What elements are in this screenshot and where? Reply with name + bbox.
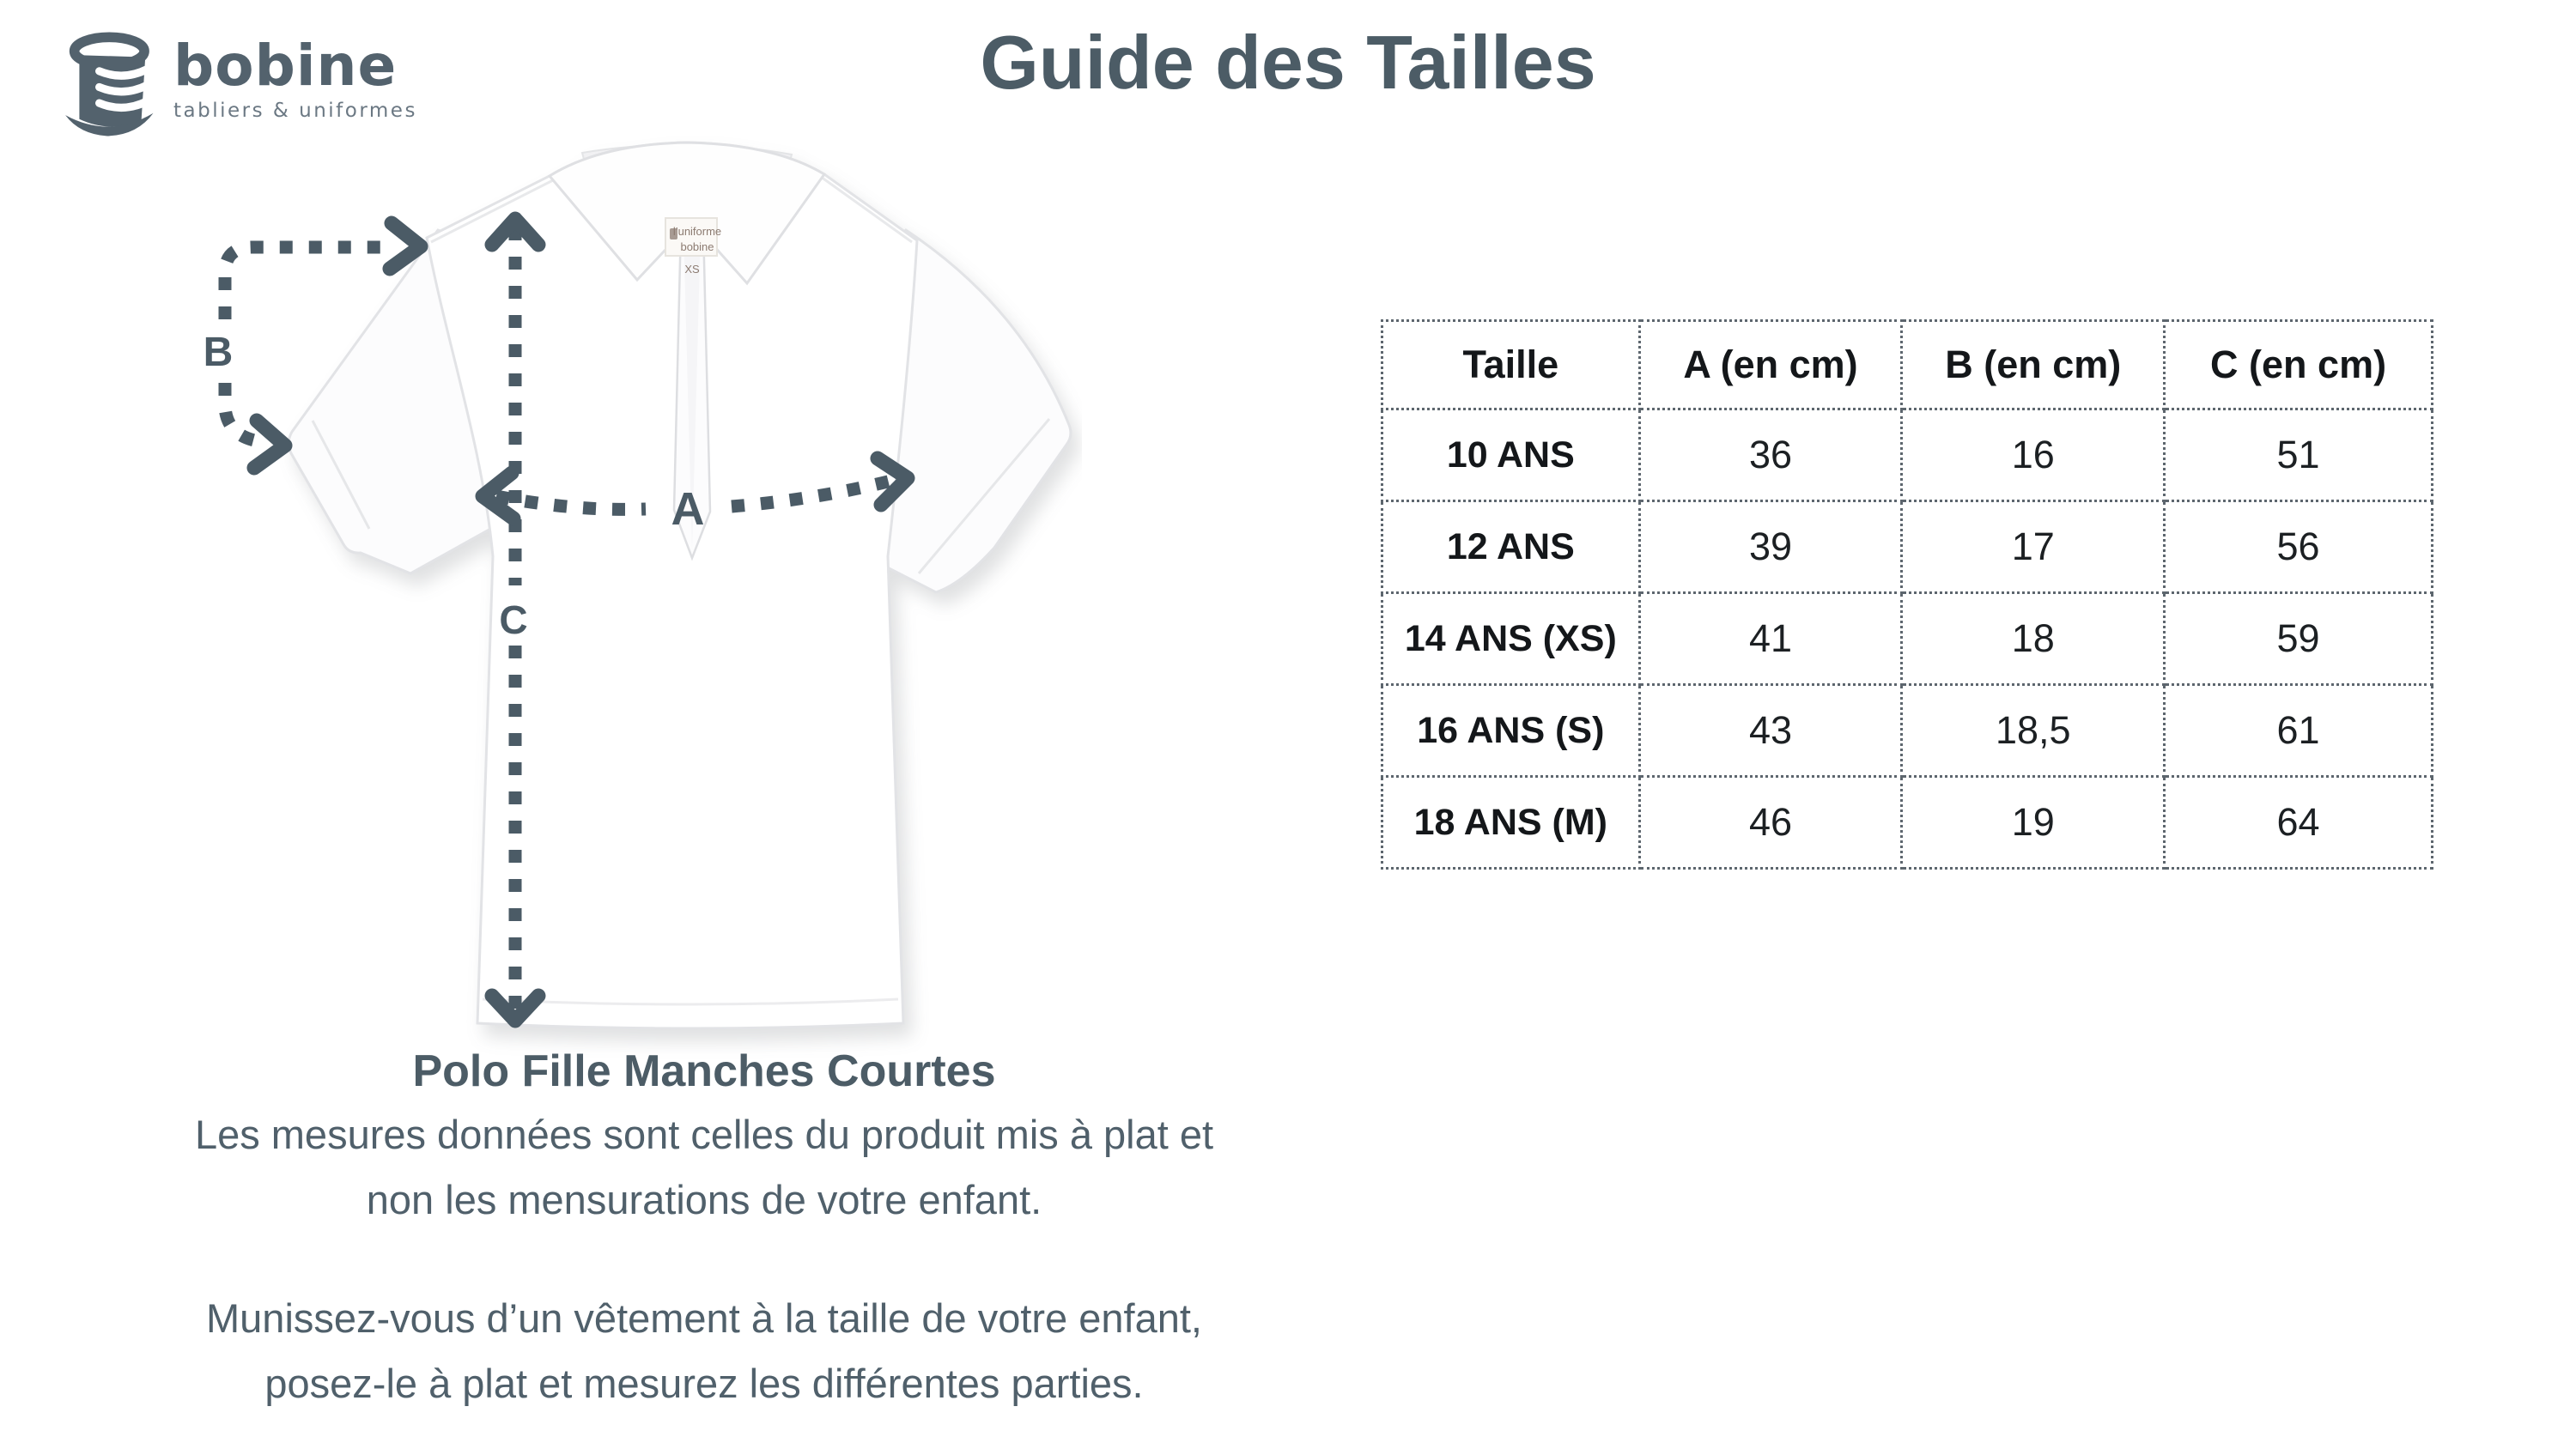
row-4-b: 19: [1902, 777, 2165, 869]
note-1-line-2: non les mensurations de votre enfant.: [366, 1177, 1042, 1222]
row-4-c: 64: [2165, 777, 2433, 869]
header-a: A (en cm): [1639, 321, 1902, 409]
measurement-label-a: A: [671, 483, 705, 535]
size-table: [1381, 319, 2433, 870]
measurement-label-b: B: [203, 330, 234, 375]
polo-measurement-diagram: [120, 129, 1082, 1073]
brand-name: bobine: [173, 33, 398, 99]
note-2-line-1: Munissez-vous d’un vêtement à la taille de votre enfant,: [206, 1295, 1202, 1341]
header-c: C (en cm): [2165, 321, 2433, 409]
row-3-b: 18,5: [1902, 685, 2165, 777]
row-3-taille: 16 ANS (S): [1382, 685, 1640, 777]
row-3-a: 43: [1639, 685, 1902, 777]
polo-shirt-illustration: [289, 142, 1071, 1028]
product-name: Polo Fille Manches Courtes: [412, 1046, 996, 1096]
row-0-b: 16: [1902, 409, 2165, 501]
row-0-taille: 10 ANS: [1382, 409, 1640, 501]
shirt-size-tag: XS: [684, 263, 700, 276]
table-row: [1382, 501, 2433, 593]
row-1-a: 39: [1639, 501, 1902, 593]
table-row: [1382, 777, 2433, 869]
row-3-c: 61: [2165, 685, 2433, 777]
row-0-c: 51: [2165, 409, 2433, 501]
row-1-c: 56: [2165, 501, 2433, 593]
table-row: [1382, 685, 2433, 777]
page-title: Guide des Tailles: [980, 20, 1596, 105]
row-2-taille: 14 ANS (XS): [1382, 593, 1640, 685]
row-4-taille: 18 ANS (M): [1382, 777, 1640, 869]
shirt-tag-line1: l’uniforme: [672, 225, 722, 238]
measurement-note-2: [26, 1286, 1382, 1416]
brand-tagline: tabliers & uniformes: [173, 100, 417, 122]
measurement-label-c: C: [499, 597, 528, 642]
row-1-b: 17: [1902, 501, 2165, 593]
note-2-line-2: posez-le à plat et mesurez les différentes parties.: [264, 1361, 1144, 1406]
header-b: B (en cm): [1902, 321, 2165, 409]
table-row: [1382, 593, 2433, 685]
table-row: [1382, 409, 2433, 501]
row-0-a: 36: [1639, 409, 1902, 501]
size-table-header-row: [1382, 321, 2433, 409]
measurement-note-1: [26, 1102, 1382, 1233]
row-2-b: 18: [1902, 593, 2165, 685]
row-2-a: 41: [1639, 593, 1902, 685]
row-4-a: 46: [1639, 777, 1902, 869]
row-1-taille: 12 ANS: [1382, 501, 1640, 593]
header-taille: Taille: [1382, 321, 1640, 409]
row-2-c: 59: [2165, 593, 2433, 685]
note-1-line-1: Les mesures données sont celles du produit mis à plat et: [194, 1112, 1214, 1157]
shirt-tag-line2: bobine: [680, 240, 714, 253]
